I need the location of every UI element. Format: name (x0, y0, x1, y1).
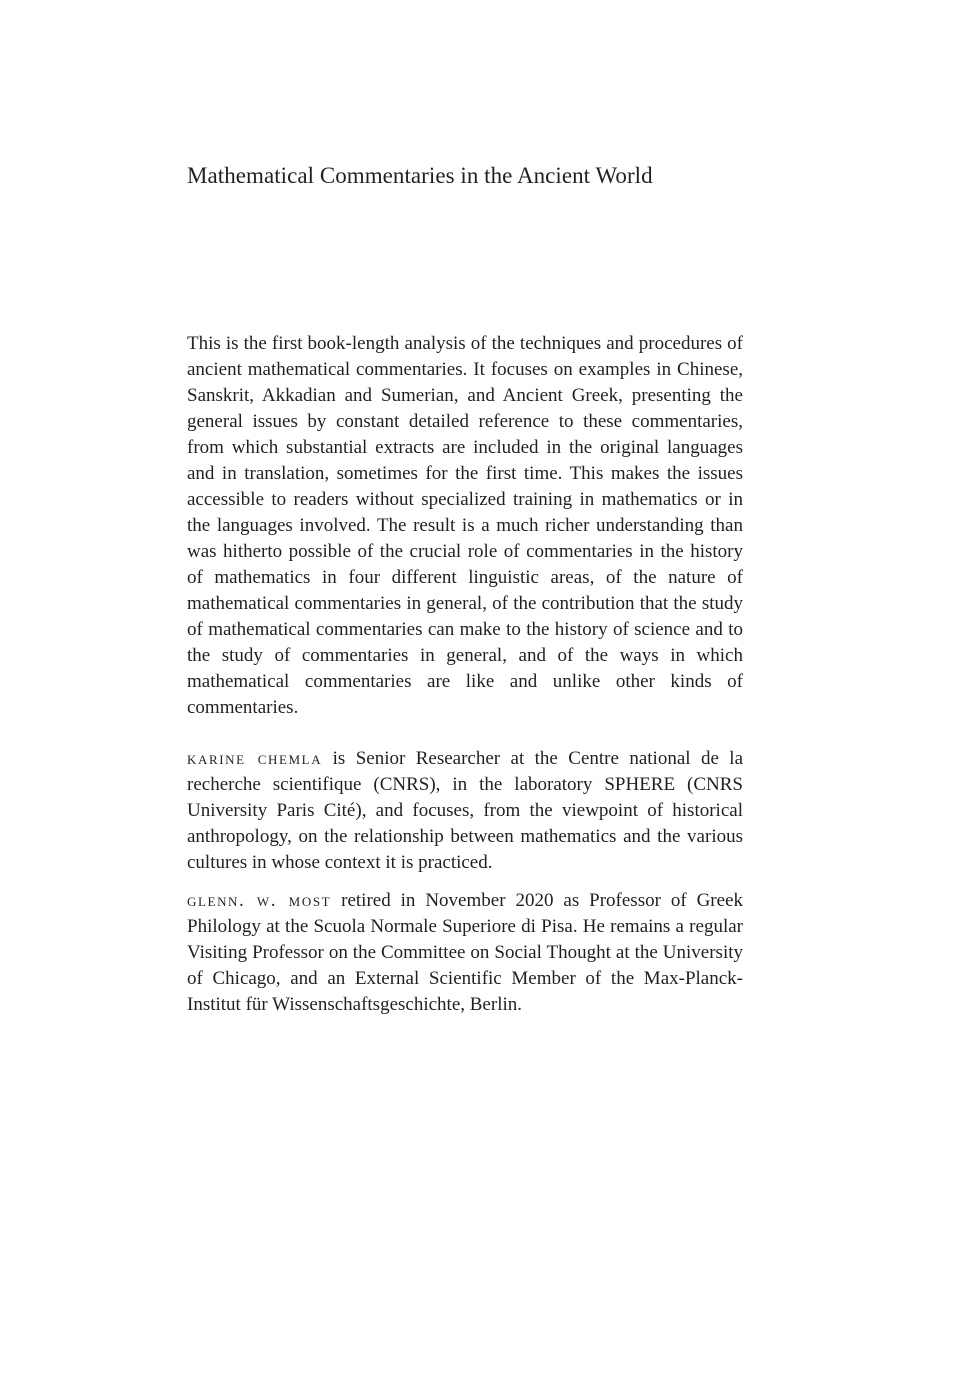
author-name-most: glenn. w. most (187, 890, 332, 911)
author-bio-text-most: retired in November 2020 as Professor of Greek Philology at the Scuola Normale Superiore di Pisa. He remains a regular Visiting Professor on the Committee on Social Thought at the University of Chicago, and an External Scientific Member of the Max-Planck-Institut für Wissenschaftsgeschichte, Berlin. (187, 890, 744, 1015)
book-title: Mathematical Commentaries in the Ancient World (187, 163, 653, 188)
author-bio-text-chemla: is Senior Researcher at the Centre national de la recherche scientifique (CNRS), in the laboratory SPHERE (CNRS University Paris Cité), and focuses, from the viewpoint of historical anthropology, on the relationship between mathematics and the various cultures in whose context it is practiced. (187, 748, 743, 873)
author-bio-chemla (187, 746, 743, 876)
author-name-chemla: karine chemla (187, 748, 323, 769)
author-bio-most (187, 888, 743, 1018)
book-description: This is the first book-length analysis of the techniques and procedures of ancient mathematical commentaries. It focuses on examples in Chinese, Sanskrit, Akkadian and Sumerian, and Ancient Greek, presenting the general issues by constant detailed reference to these commentaries, from which substantial extracts are included in the original languages and in translation, sometimes for the first time. This makes the issues accessible to readers without specialized training in mathematics or in the languages involved. The result is a much richer understanding than was hitherto possible of the crucial role of commentaries in the history of mathematics in four different linguistic areas, of the nature of mathematical commentaries in general, of the contribution that the study of mathematical commentaries can make to the history of science and to the study of commentaries in general, and of the ways in which mathematical commentaries are like and unlike other kinds of commentaries. (187, 333, 743, 718)
